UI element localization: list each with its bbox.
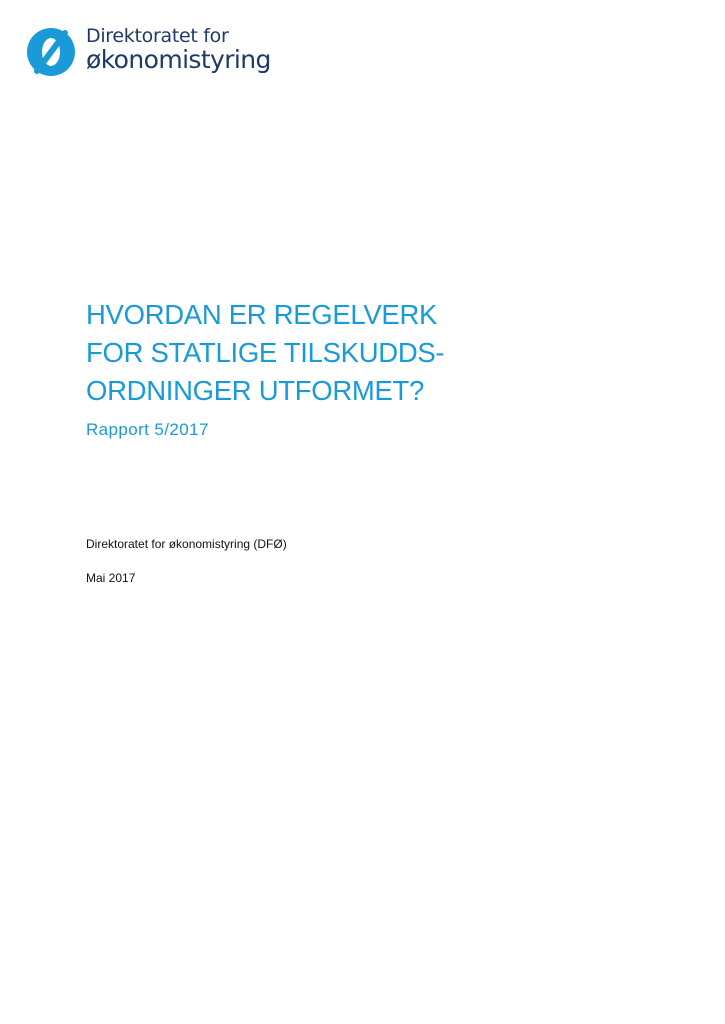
report-number: Rapport 5/2017 xyxy=(86,420,209,439)
report-title xyxy=(86,296,546,410)
cover-title-block xyxy=(86,296,546,442)
report-title-line-3: ORDNINGER UTFORMET? xyxy=(86,375,425,406)
dfo-logo-mark-icon xyxy=(26,27,76,77)
dfo-logo xyxy=(26,25,286,81)
logo-line-1: Direktoratet for xyxy=(86,25,229,47)
logo-line-2: økonomistyring xyxy=(86,45,271,74)
publication-date: Mai 2017 xyxy=(86,571,136,585)
report-title-line-2: FOR STATLIGE TILSKUDDS- xyxy=(86,337,445,368)
publication-meta xyxy=(86,535,287,587)
logo-wordmark xyxy=(86,25,271,74)
publisher-name: Direktoratet for økonomistyring (DFØ) xyxy=(86,537,287,551)
report-title-line-1: HVORDAN ER REGELVERK xyxy=(86,299,438,330)
